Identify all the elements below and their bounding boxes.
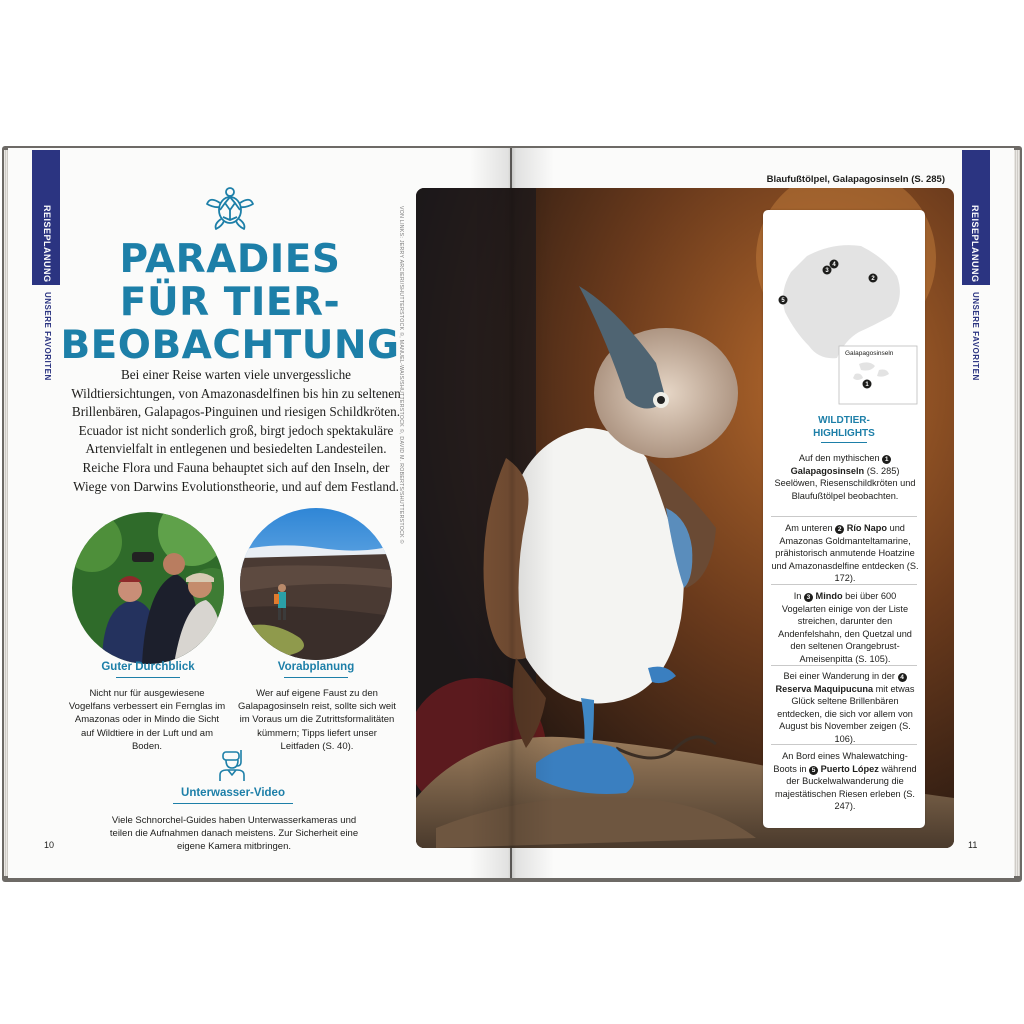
highlight-divider xyxy=(771,584,917,585)
page-number-right: 11 xyxy=(968,840,978,850)
col-title-planning xyxy=(248,661,384,676)
tab-sublabel-left: UNSERE FAVORITEN xyxy=(43,292,52,381)
page-number-left: 10 xyxy=(44,840,55,850)
highlight-item-4 xyxy=(771,670,919,746)
highlights-title-rule xyxy=(821,442,867,443)
highlight-divider xyxy=(771,744,917,745)
headline-line-3: BEOBACHTUNG xyxy=(60,323,400,368)
headline-line-1: PARADIES xyxy=(119,237,341,282)
page-headline xyxy=(60,238,400,367)
col-title-planning-text: Vorabplanung xyxy=(277,661,355,673)
photo-galapagos-hiker xyxy=(240,508,392,660)
turtle-icon xyxy=(204,186,256,234)
highlight-4-number: 4 xyxy=(898,673,907,682)
map-marker-2 xyxy=(869,274,878,283)
map-marker-4 xyxy=(830,260,839,269)
svg-text:5: 5 xyxy=(781,298,785,304)
col-title-video-rule xyxy=(173,803,293,804)
col-text-planning: Wer auf eigene Faust zu den Galapagosinseln reist, sollte sich weit im Voraus um die Zutrittsformalitäten kümmern; Tipps liefert unser Leitfaden (S. 40). xyxy=(238,688,396,752)
highlight-1-number: 1 xyxy=(882,455,891,464)
photo-caption: Blaufußtölpel, Galapagosinseln (S. 285) xyxy=(766,174,945,185)
highlight-2-pre: Am unteren xyxy=(785,523,833,533)
col-title-video-text: Unterwasser-Video xyxy=(181,787,285,799)
highlight-5-name: Puerto López xyxy=(820,763,879,774)
svg-text:4: 4 xyxy=(832,262,836,268)
highlight-4-post: mit etwas Glück seltene Brillenbären entdecken, die sich vor allem von August bis November zeigen (S. 106). xyxy=(777,683,915,744)
photo-birdwatchers xyxy=(72,512,224,664)
highlight-3-number: 3 xyxy=(804,593,813,602)
highlight-divider xyxy=(771,665,917,666)
tab-label-left: REISEPLANUNG xyxy=(42,205,52,283)
intro-paragraph: Bei einer Reise warten viele unvergessliche Wildtiersichtungen, von Amazonasdelfinen bis hin zu seltenen Brillenbären, Galapagos-Pinguinen und riesigen Schildkröten. Ecuador ist nicht sonderlich groß, birgt jedoch spektakuläre Artenvielfalt in entlegenen und besiedelten Landesteilen. Reiche Flora und Fauna behauptet sich auf den Inseln, der Wiege von Darwins Evolutionstheorie, und auf dem Festland. xyxy=(71,367,401,494)
highlight-1-name: Galapagosinseln xyxy=(790,465,865,476)
tab-sublabel-right: UNSERE FAVORITEN xyxy=(971,292,980,381)
highlights-title-line-1: WILDTIER- xyxy=(818,415,870,426)
highlights-title xyxy=(763,414,925,443)
highlight-item-3 xyxy=(771,590,919,666)
highlight-1-pre: Auf den mythischen xyxy=(798,453,880,463)
col-title-binoculars-text: Guter Durchblick xyxy=(101,661,195,673)
col-text-binoculars: Nicht nur für ausgewiesene Vogelfans verbessert ein Fernglas im Amazonas oder in Mindo die Sicht auf Wildtiere in der Luft und am Boden. xyxy=(68,688,226,752)
highlight-3-pre: In xyxy=(793,591,802,601)
highlight-item-2 xyxy=(771,522,919,585)
col-title-planning-rule xyxy=(284,677,348,678)
ecuador-map xyxy=(773,236,919,408)
highlight-1-post: (S. 285) Seelöwen, Riesenschildkröten und Blaufußtölpel beobachten. xyxy=(774,465,916,501)
highlight-2-number: 2 xyxy=(835,525,844,534)
svg-text:2: 2 xyxy=(871,276,875,282)
map-marker-5 xyxy=(779,296,788,305)
highlight-5-pre: An Bord eines Whalewatching-Boots in xyxy=(773,751,908,774)
col-title-video xyxy=(160,787,306,802)
highlight-item-5 xyxy=(771,750,919,813)
highlight-3-name: Mindo xyxy=(815,591,843,601)
highlight-5-number: 5 xyxy=(809,766,818,775)
highlight-divider xyxy=(771,516,917,517)
highlight-2-name: Río Napo xyxy=(846,523,888,533)
map-label-galapagos: Galapagosinseln xyxy=(845,350,894,357)
highlight-5-post: während der Buckelwalwanderung die majestätischen Riesen erleben (S. 247). xyxy=(775,763,917,812)
map-marker-1 xyxy=(863,380,872,389)
highlight-3-post: bei über 600 Vogelarten einige von der Liste streichen, darunter den Andenfelshahn, den Quetzal und den seltenen Orangebrust-Ameisenpitta (S. 105). xyxy=(778,591,912,664)
svg-text:1: 1 xyxy=(865,382,869,388)
col-text-video: Viele Schnorchel-Guides haben Unterwasserkameras und teilen die Aufnahmen danach meistens. Zur Sicherheit eine eigene Kamera mitbringen. xyxy=(109,815,359,853)
col-title-binoculars xyxy=(80,661,216,676)
highlights-title-line-2: HIGHLIGHTS xyxy=(813,428,875,439)
map-marker-3 xyxy=(823,266,832,275)
highlight-4-pre: Bei einer Wanderung in der xyxy=(783,671,895,681)
snorkel-diver-icon xyxy=(214,748,250,782)
highlight-4-name: Reserva Maquipucuna xyxy=(775,683,874,694)
svg-text:3: 3 xyxy=(825,268,829,274)
photo-credit: VON LINKS: JERRY ARCIERI/SHUTTERSTOCK ©, MANUEL-WAIS/SHUTTERSTOCK ©, DAVID M. ROBERTS/SHUTTERSTOCK © xyxy=(398,206,404,544)
headline-line-2: FÜR TIER- xyxy=(119,280,341,325)
col-title-binoculars-rule xyxy=(116,677,180,678)
highlight-item-1 xyxy=(771,452,919,502)
highlight-2-post: und Amazonas Goldmanteltamarine, prähistorisch anmutende Hoatzine und Amazonasdelfine entdecken (S. 172). xyxy=(771,523,919,584)
tab-label-right: REISEPLANUNG xyxy=(970,205,980,283)
